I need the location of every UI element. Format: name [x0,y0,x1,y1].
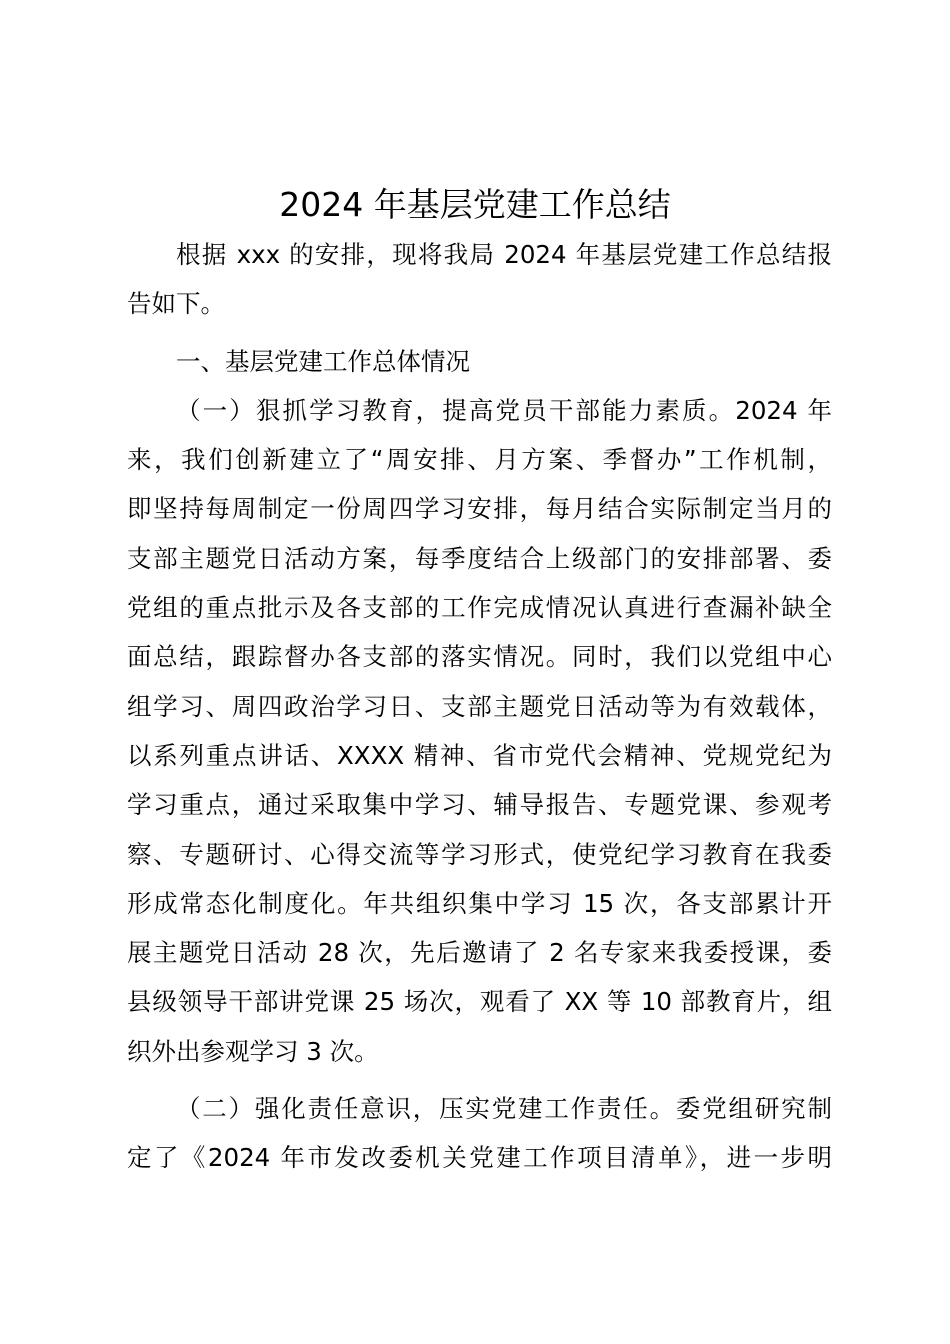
paragraph-line: 面总结，跟踪督办各支部的落实情况。同时，我们以党组中心 [127,642,832,672]
document-body [127,230,832,1183]
paragraph-line: 以系列重点讲话、XXXX 精神、省市党代会精神、党规党纪为 [127,740,832,770]
paragraph-line: 展主题党日活动 28 次，先后邀请了 2 名专家来我委授课，委 [127,938,832,968]
paragraph-line: 定了《2024 年市发改委机关党建工作项目清单》，进一步明 [127,1143,832,1173]
paragraph-line: （一）狠抓学习教育，提高党员干部能力素质。2024 年 [176,395,832,425]
paragraph-line: 织外出参观学习 3 次。 [127,1036,379,1066]
paragraph-line: 支部主题党日活动方案，每季度结合上级部门的安排部署、委 [127,543,832,573]
paragraph-line: 根据 xxx 的安排，现将我局 2024 年基层党建工作总结报 [176,240,832,269]
section-heading: 一、基层党建工作总体情况 [176,346,470,376]
paragraph-line: 学习重点，通过采取集中学习、辅导报告、专题党课、参观考 [127,790,832,820]
paragraph-line: 形成常态化制度化。年共组织集中学习 15 次，各支部累计开 [127,888,832,918]
paragraph-line: 党组的重点批示及各支部的工作完成情况认真进行查漏补缺全 [127,593,832,623]
paragraph-line: 即坚持每周制定一份周四学习安排，每月结合实际制定当月的 [127,494,832,524]
paragraph-line: 来，我们创新建立了“周安排、月方案、季督办”工作机制， [127,445,832,475]
paragraph-line: （二）强化责任意识，压实党建工作责任。委党组研究制 [176,1094,832,1124]
paragraph-line: 组学习、周四政治学习日、支部主题党日活动等为有效载体， [127,691,832,721]
document-title: 2024 年基层党建工作总结 [279,185,671,224]
paragraph-line: 察、专题研讨、心得交流等学习形式，使党纪学习教育在我委 [127,839,832,869]
paragraph-line: 县级领导干部讲党课 25 场次，观看了 XX 等 10 部教育片，组 [127,987,832,1017]
paragraph-line: 告如下。 [127,289,225,319]
